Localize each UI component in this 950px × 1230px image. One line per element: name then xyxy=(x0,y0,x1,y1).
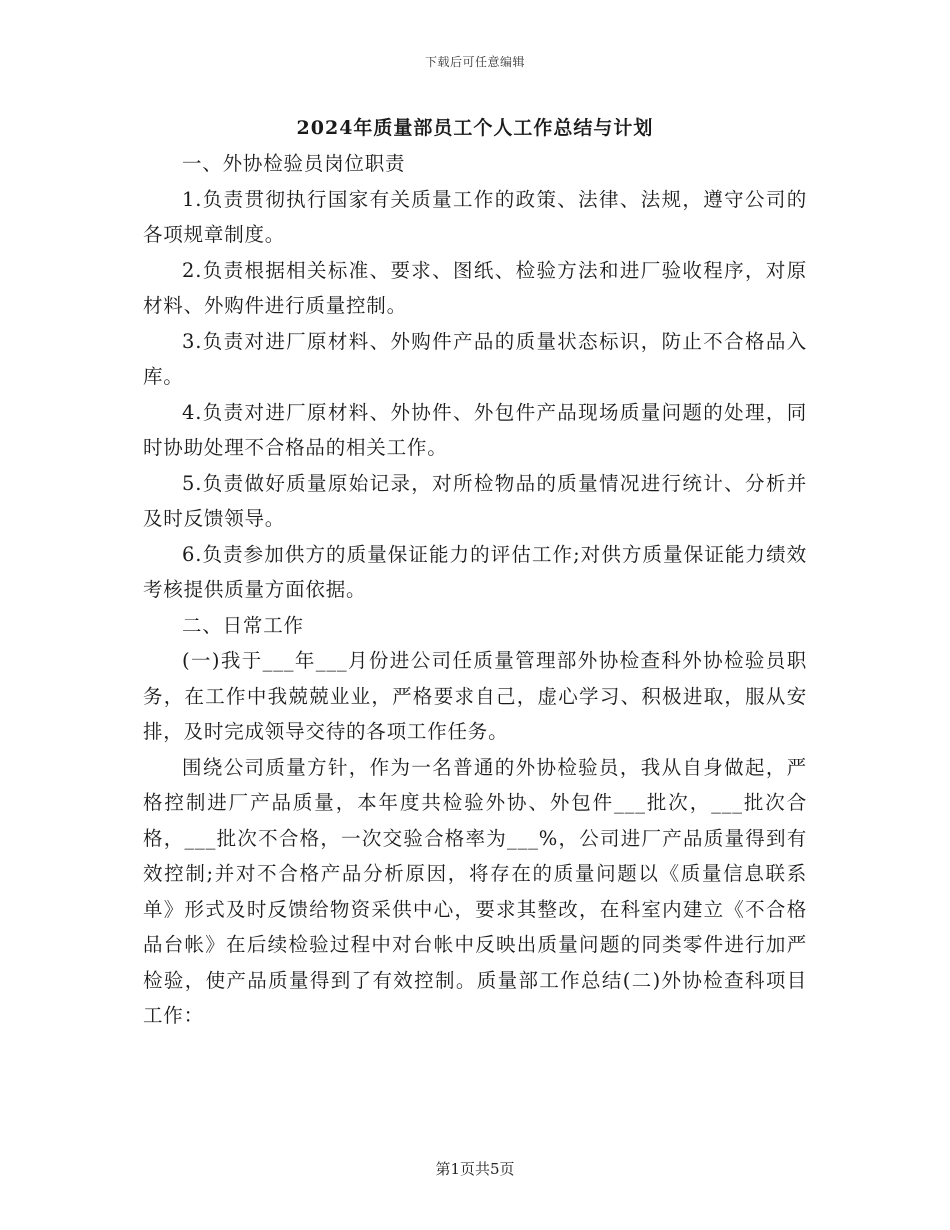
header-note: 下载后可任意编辑 xyxy=(424,55,525,69)
paragraph-daily-work-1: (一)我于___年___月份进公司任质量管理部外协检查科外协检验员职务，在工作中我兢兢业业，严格要求自己，虚心学习、积极进取，服从安排，及时完成领导交待的各项工作任务。 xyxy=(143,649,807,743)
paragraph-duty-1: 1.负责贯彻执行国家有关质量工作的政策、法律、法规，遵守公司的各项规章制度。 xyxy=(143,187,807,246)
paragraph-duty-5: 5.负责做好质量原始记录，对所检物品的质量情况进行统计、分析并及时反馈领导。 xyxy=(143,471,807,530)
section-heading-2: 二、日常工作 xyxy=(182,613,304,637)
section-heading-1: 一、外协检验员岗位职责 xyxy=(182,152,406,175)
paragraph-duty-6: 6.负责参加供方的质量保证能力的评估工作;对供方质量保证能力绩效考核提供质量方面依据。 xyxy=(143,542,807,601)
page-number: 第1页共5页 xyxy=(435,1160,515,1178)
paragraph-duty-2: 2.负责根据相关标准、要求、图纸、检验方法和进厂验收程序，对原材料、外购件进行质量控制。 xyxy=(143,258,807,317)
document-title: 2024年质量部员工个人工作总结与计划 xyxy=(296,117,654,139)
paragraph-duty-4: 4.负责对进厂原材料、外协件、外包件产品现场质量问题的处理，同时协助处理不合格品的相关工作。 xyxy=(143,400,807,459)
document-body xyxy=(143,112,807,1034)
paragraph-daily-work-2: 围绕公司质量方针，作为一名普通的外协检验员，我从自身做起，严格控制进厂产品质量，本年度共检验外协、外包件___批次，___批次合格，___批次不合格，一次交验合格率为___%，公司进厂产品质量得到有效控制;并对不合格产品分析原因，将存在的质量问题以《质量信息联系单》形式及时反馈给物资采供中心，要求其整改，在科室内建立《不合格品台帐》在后续检验过程中对台帐中反映出质量问题的同类零件进行加严检验，使产品质量得到了有效控制。质量部工作总结(二)外协检查科项目工作： xyxy=(143,755,807,1027)
paragraph-duty-3: 3.负责对进厂原材料、外购件产品的质量状态标识，防止不合格品入库。 xyxy=(143,329,807,388)
